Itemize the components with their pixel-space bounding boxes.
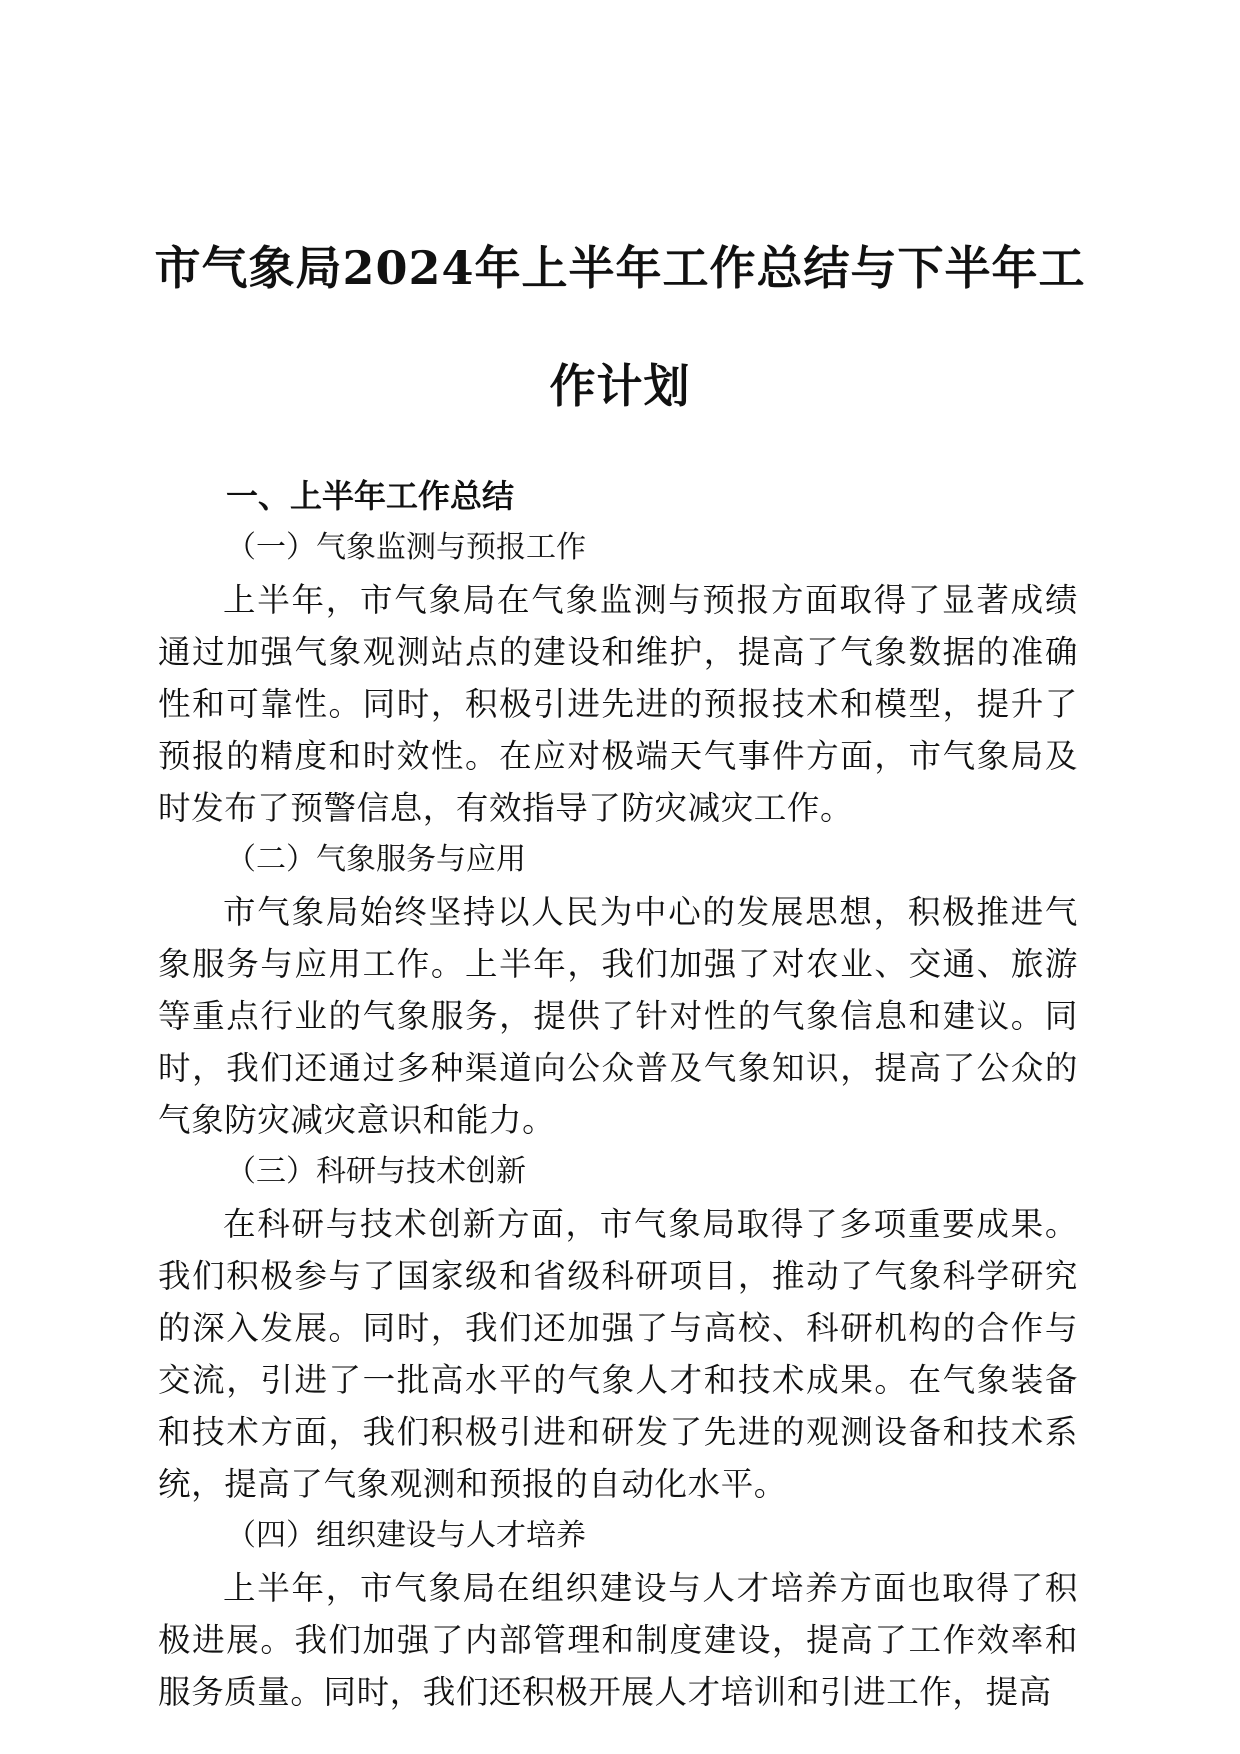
subsection-heading-4: （四）组织建设与人才培养 <box>226 1518 586 1553</box>
subsection-heading-1: （一）气象监测与预报工作 <box>226 530 586 565</box>
document-body <box>158 470 1078 1718</box>
paragraph-3: 在科研与技术创新方面，市气象局取得了多项重要成果。我们积极参与了国家级和省级科研项目，推动了气象科学研究的深入发展。同时，我们还加强了与高校、科研机构的合作与交流，引进了一批高水平的气象人才和技术成果。在气象装备和技术方面，我们积极引进和研发了先进的观测设备和技术系统，提高了气象观测和预报的自动化水平。 <box>158 1205 1078 1503</box>
document-title-line-2: 作计划 <box>549 359 691 413</box>
paragraph-2: 市气象局始终坚持以人民为中心的发展思想，积极推进气象服务与应用工作。上半年，我们加强了对农业、交通、旅游等重点行业的气象服务，提供了针对性的气象信息和建议。同时，我们还通过多种渠道向公众普及气象知识，提高了公众的气象防灾减灾意识和能力。 <box>158 893 1078 1139</box>
subsection-heading-2: （二）气象服务与应用 <box>226 842 526 877</box>
paragraph-4: 上半年，市气象局在组织建设与人才培养方面也取得了积极进展。我们加强了内部管理和制度建设，提高了工作效率和服务质量。同时，我们还积极开展人才培训和引进工作，提高 <box>158 1569 1078 1711</box>
paragraph-1: 上半年，市气象局在气象监测与预报方面取得了显著成绩通过加强气象观测站点的建设和维护，提高了气象数据的准确性和可靠性。同时，积极引进先进的预报技术和模型，提升了预报的精度和时效性。在应对极端天气事件方面，市气象局及时发布了预警信息，有效指导了防灾减灾工作。 <box>158 581 1078 827</box>
subsection-heading-3: （三）科研与技术创新 <box>226 1154 526 1189</box>
document-title-line-1: 市气象局2024年上半年工作总结与下半年工 <box>154 241 1086 295</box>
section-heading-1: 一、上半年工作总结 <box>226 477 515 515</box>
